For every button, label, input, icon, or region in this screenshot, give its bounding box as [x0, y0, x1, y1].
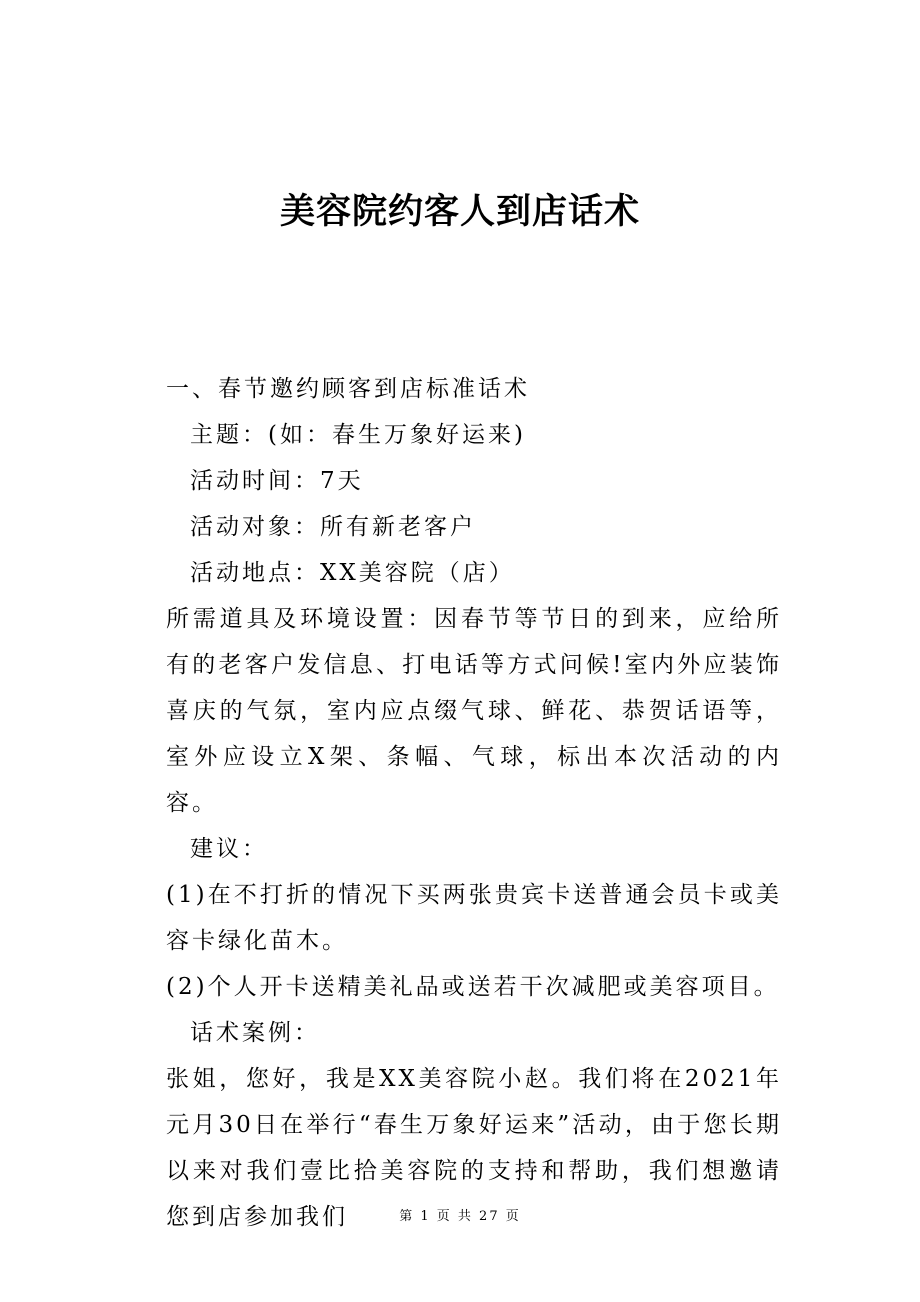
section-heading: 一、春节邀约顾客到店标准话术: [166, 376, 530, 402]
suggestion-label: 建议：: [190, 836, 268, 862]
activity-theme: 主题：(如：春生万象好运来): [190, 422, 526, 448]
props-paragraph: 所需道具及环境设置：因春节等节日的到来，应给所有的老客户发信息、打电话等方式问候!室内外应装饰喜庆的气氛，室内应点缀气球、鲜花、恭贺话语等，室外应设立X架、条幅、气球，标出本次活动的内容。: [166, 606, 782, 816]
suggestion-item-1: (1)在不打折的情况下买两张贵宾卡送普通会员卡或美容卡绿化苗木。: [166, 882, 782, 954]
document-title: 美容院约客人到店话术: [279, 191, 640, 232]
activity-location: 活动地点：XX美容院（店）: [190, 560, 515, 586]
document-body: [142, 366, 782, 1240]
activity-time: 活动时间：7天: [190, 468, 364, 494]
case-label: 话术案例：: [190, 1020, 320, 1046]
suggestion-item-2: (2)个人开卡送精美礼品或送若干次减肥或美容项目。: [166, 974, 780, 1000]
page-number: 第 1 页 共 27 页: [399, 1209, 521, 1224]
case-paragraph: 张姐，您好，我是XX美容院小赵。我们将在2021年元月30日在举行“春生万象好运来”活动，由于您长期以来对我们壹比拾美容院的支持和帮助，我们想邀请您到店参加我们: [166, 1066, 782, 1230]
activity-target: 活动对象：所有新老客户: [190, 514, 476, 540]
